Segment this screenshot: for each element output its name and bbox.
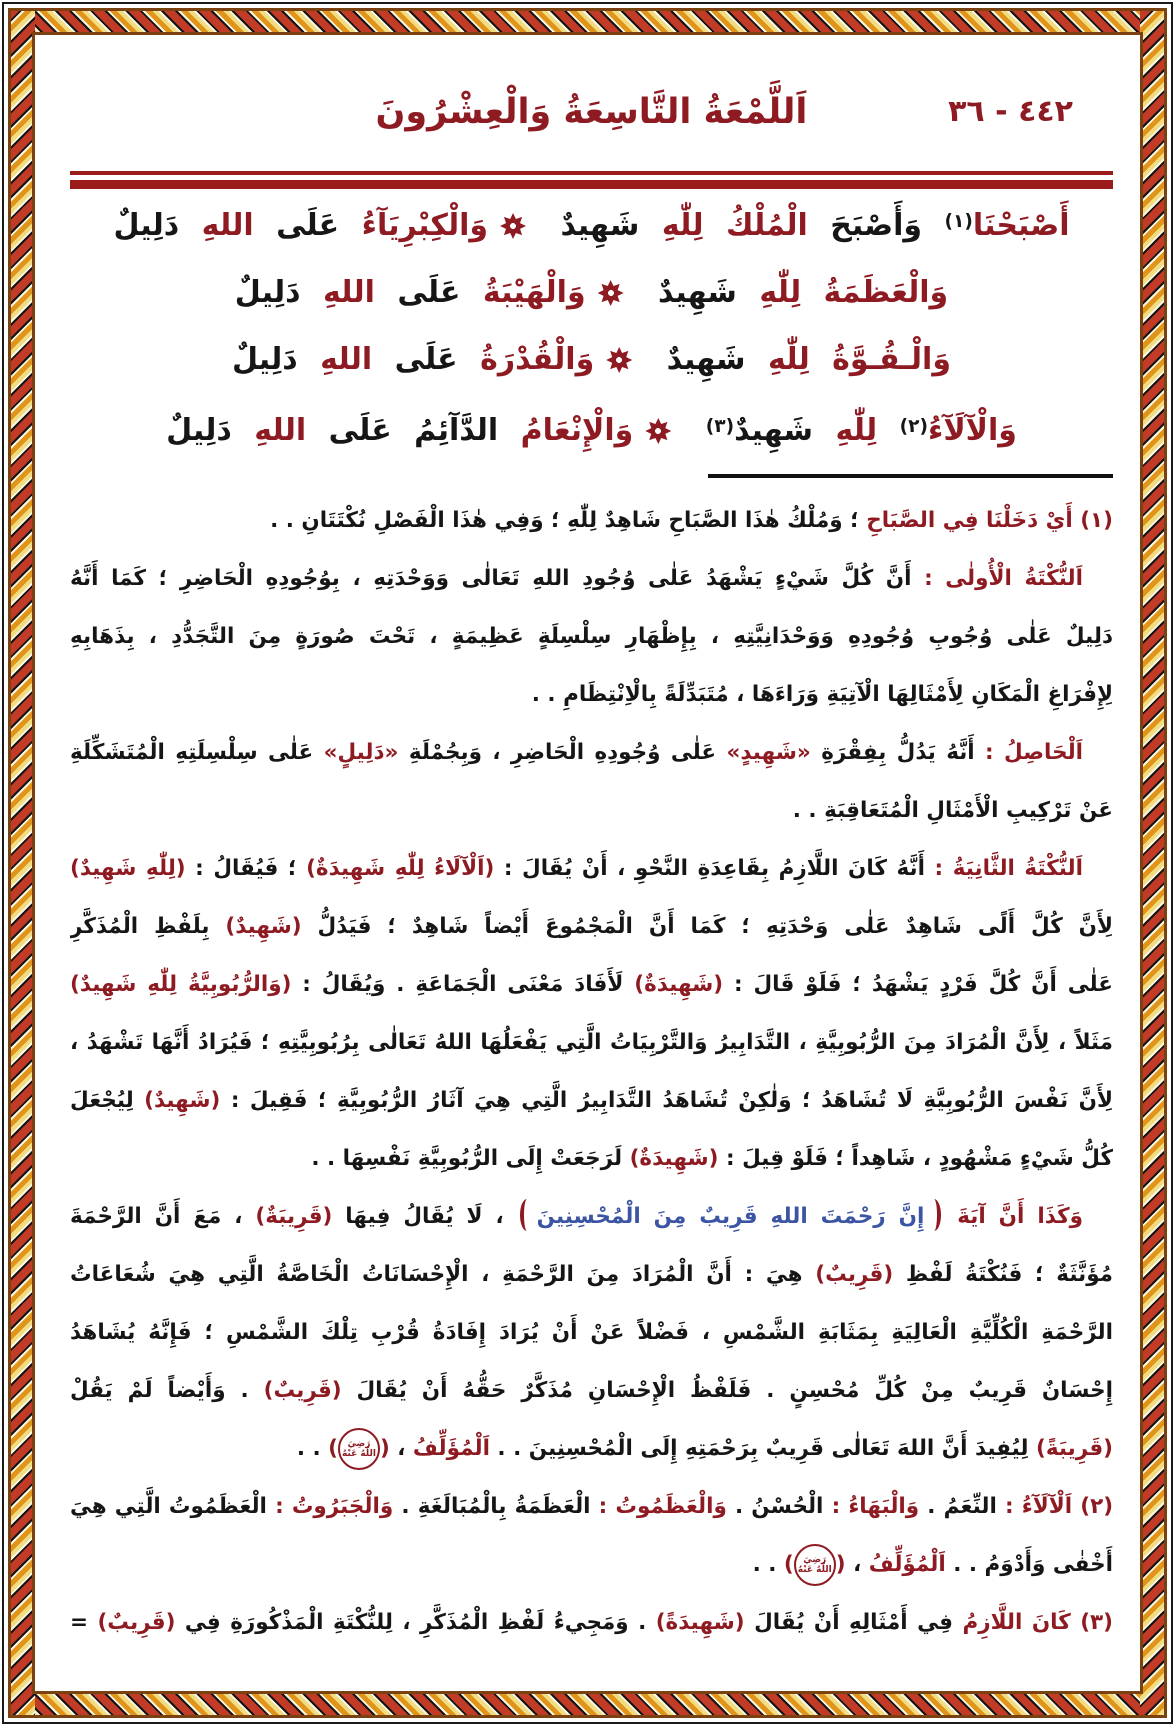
text-segment: ) (783, 1552, 794, 1577)
text-segment: ؛ فَيُقَالُ : (185, 856, 307, 881)
page-title: اَللَّمْعَةُ التَّاسِعَةُ وَالْعِشْرُونَ (375, 92, 808, 132)
text-segment: ، مَعَ أَنَّ الرَّحْمَةَ (70, 1204, 256, 1229)
footnote-line (70, 1420, 1113, 1478)
verse-block (70, 188, 1113, 464)
footnote-line (70, 1014, 1113, 1072)
text-segment: وَالْآلَآءُ (927, 413, 1017, 448)
text-segment: كُلُّ شَيْءٍ مَشْهُودٍ ، شَاهِداً ؛ فَلَوْ قِيلَ : (718, 1146, 1113, 1171)
text-segment (683, 413, 705, 448)
text-segment: أَنَّهُ يَدُلُّ بِفِقْرَةِ (810, 740, 975, 765)
text-segment: الْمُلْكُ لِلّٰهِ (661, 208, 808, 243)
text-segment: اَلْمُؤَلِّفُ (868, 1552, 946, 1577)
ornamental-chain-border-bottom (8, 1691, 1167, 1718)
footnote-marker: (٢) (899, 416, 928, 437)
quran-ornate-bracket-open (927, 1199, 941, 1231)
footnote-line (70, 1246, 1113, 1304)
text-segment: شَهِيدٌ (644, 342, 769, 377)
text-segment: دَلِيلٌ (166, 413, 255, 448)
rub-el-hizb-rosette-icon (598, 280, 624, 306)
footnote-line (70, 1130, 1113, 1188)
footnote-line (70, 1594, 1113, 1652)
text-segment: اللهِ (254, 413, 307, 448)
text-segment: (قَرِيبٌ) (815, 1262, 894, 1287)
footnote-line (70, 1478, 1113, 1536)
text-segment: عَنْ تَرْكِيبِ الْأَمْثَالِ الْمُتَعَاقِبَةِ . . (792, 798, 1113, 823)
text-segment: (قَرِيبَةً) (1036, 1436, 1113, 1461)
footnote-line (70, 492, 1113, 550)
text-segment: ، (845, 1552, 869, 1577)
text-segment: (١) أَيْ دَخَلْنَا فِي الصَّبَاحِ (866, 508, 1113, 533)
footnote-line (70, 956, 1113, 1014)
text-segment: . وَأَيْضاً لَمْ يَقُلْ (70, 1378, 264, 1403)
text-segment: (قَرِيبَةٌ) (255, 1204, 333, 1229)
text-segment: اَلنُّكْتَةُ الْأُولٰى : (911, 566, 1083, 591)
text-segment: (شَهِيدَةٌ) (629, 1146, 719, 1171)
text-segment: (وَالرُّبُوبِيَّةُ لِلّٰهِ شَهِيدٌ) (70, 972, 292, 997)
text-segment: أَخْفٰى وَأَدْوَمُ . . (945, 1552, 1113, 1577)
text-segment: الْعَظَمَةُ بِالْمُبَالَغَةِ . (393, 1494, 591, 1519)
text-segment: فِي أَمْثَالِهِ أَنْ يُقَالَ (744, 1610, 963, 1635)
text-segment: عَلَى (374, 275, 483, 310)
footnotes-block (70, 492, 1113, 1652)
page-header (70, 64, 1113, 160)
text-segment: هِيَ : أَنَّ الْمُرَادَ مِنَ الرَّحْمَةِ ، الْإِحْسَانَاتُ الْخَاصَّةُ الَّتِي هِيَ شُعَاعَاتُ (70, 1262, 816, 1287)
text-segment: إِحْسَانٌ قَرِيبٌ مِنْ كُلِّ مُحْسِنٍ . فَلَفْظُ الْإِحْسَانِ مُذَكَّرٌ حَقُّهُ أَنْ يُقَالَ (341, 1378, 1113, 1403)
text-segment: . . (752, 1552, 784, 1577)
text-segment: وَالْـقُـوَّةُ لِلّٰهِ (768, 342, 951, 377)
text-segment: (قَرِيبٌ) (97, 1610, 176, 1635)
text-segment: عَلَى (372, 342, 481, 377)
text-segment: ؛ وَمُلْكُ هٰذَا الصَّبَاحِ شَاهِدٌ لِلّٰهِ ؛ وَفِي هٰذَا الْفَصْلِ نُكْتَتَانِ . . (270, 508, 867, 533)
text-segment: . . (296, 1436, 329, 1461)
text-segment: ، لَا يُقَالُ فِيهَا (332, 1204, 517, 1229)
text-segment: وَالْإِنْعَامُ (520, 413, 634, 448)
text-segment: الْعَظَمُوتُ الَّتِي هِيَ (70, 1494, 267, 1519)
text-segment: دَلِيلٌ عَلٰى وُجُوبِ وُجُودِهِ وَوَحْدَانِيَّتِهِ ، بِإِظْهَارِ سِلْسِلَةٍ عَظِيمَةٍ ، تَحْتَ صُورَةٍ مِنَ التَّجَدُّدِ ، بِذَهَابِهِ (70, 624, 1113, 649)
footnote-separator (708, 474, 1113, 478)
text-segment: شَهِيدٌ (635, 275, 760, 310)
rule-thin (70, 171, 1113, 175)
text-segment: إِنَّ رَحْمَتَ اللهِ قَرِيبٌ مِنَ الْمُحْسِنِينَ (536, 1204, 925, 1229)
text-segment: ( (835, 1552, 846, 1577)
footnote-line (70, 550, 1113, 608)
text-segment: (لِلّٰهِ شَهِيدٌ) (70, 856, 186, 881)
text-segment: لِيُجْعَلَ (70, 1088, 145, 1113)
footnote-marker: (٣) (705, 416, 735, 437)
text-segment: دَلِيلٌ (234, 275, 323, 310)
header-double-rule (70, 171, 1113, 189)
footnote-line (70, 608, 1113, 666)
text-segment: لِلّٰهِ (835, 413, 878, 448)
quran-ornate-bracket-close (520, 1199, 534, 1231)
text-segment: عَلَى (253, 208, 362, 243)
page-number: ٤٤٢ - ٣٦ (948, 94, 1073, 129)
text-segment: الدَّآئِمُ عَلَى (306, 413, 521, 448)
text-segment: = (70, 1610, 98, 1635)
text-segment: (٣) كَانَ اللَّازِمُ (962, 1610, 1113, 1635)
text-segment: لِأَنَّ نَفْسَ الرُّبُوبِيَّةِ لَا تُشَاهَدُ ؛ وَلٰكِنْ تُشَاهَدُ التَّدَابِيرُ الَّتِي هِيَ آثَارُ الرُّبُوبِيَّةِ ؛ فَقِيلَ : (220, 1088, 1113, 1113)
footnote-line (70, 1188, 1113, 1246)
text-segment: أَصْبَحْنَا (972, 208, 1070, 243)
text-segment: دَلِيلٌ (232, 342, 321, 377)
footnote-line (70, 1362, 1113, 1420)
rub-el-hizb-rosette-icon (500, 213, 526, 239)
footnote-line (70, 1304, 1113, 1362)
rub-el-hizb-rosette-icon (606, 347, 632, 373)
text-segment: وَكَذَا أَنَّ آيَةَ (944, 1204, 1083, 1229)
text-segment: أَنَّ كُلَّ شَيْءٍ يَشْهَدُ عَلٰى وُجُودِ اللهِ تَعَالٰى وَوَحْدَتِهِ ، بِوُجُودِهِ الْحَاضِرِ ؛ كَمَا أَنَّهُ (70, 566, 912, 591)
text-segment: لَأَفَادَ مَعْنَى الْجَمَاعَةِ . وَيُقَالُ : (291, 972, 635, 997)
ornamental-chain-border-left (8, 8, 35, 1718)
text-segment: . وَمَجِيءُ لَفْظِ الْمُذَكَّرِ ، لِلنُّكْتَةِ الْمَذْكُورَةِ فِي (175, 1610, 656, 1635)
text-segment: (شَهِيدَةً) (655, 1610, 745, 1635)
text-segment: وَأَصْبَحَ (807, 208, 945, 243)
text-segment: (٢) اَلْآلَآءُ : (996, 1494, 1113, 1519)
text-segment: اَلْمُؤَلِّفُ (412, 1436, 490, 1461)
text-segment: الْحُسْنُ . (726, 1494, 824, 1519)
text-segment: لِأَنَّ كُلَّ أَلًى شَاهِدٌ عَلٰى وَحْدَتِهِ ؛ كَمَا أَنَّ الْمَجْمُوعَ أَيْضاً شَاهِدٌ ؛ فَيَدُلُّ (301, 914, 1113, 939)
text-segment: اللهِ (201, 208, 254, 243)
text-segment: عَلٰى سِلْسِلَتِهِ الْمُتَشَكِّلَةِ (70, 740, 324, 765)
text-segment: النِّعَمُ . (919, 1494, 997, 1519)
text-segment: بِلَفْظِ الْمُذَكَّرِ (70, 914, 226, 939)
text-segment: وَالْهَيْبَةُ (482, 275, 586, 310)
text-segment: عَلٰى وُجُودِهِ الْحَاضِرِ ، وَبِجُمْلَةِ (398, 740, 727, 765)
author-seal-stamp: رَضِيَ اللّٰهُ عَنْهُ (794, 1544, 836, 1586)
text-segment: ( (379, 1436, 390, 1461)
verse-line (70, 188, 1113, 259)
text-segment: اَلْحَاصِلُ : (974, 740, 1084, 765)
text-segment: ) (328, 1436, 338, 1461)
verse-line (70, 259, 1113, 326)
ornamental-chain-border-right (1140, 8, 1167, 1718)
text-segment: «شَهِيدٍ» (726, 740, 811, 765)
text-segment: الرَّحْمَةِ الْكُلِّيَّةِ الْعَالِيَةِ بِمَثَابَةِ الشَّمْسِ ، فَضْلاً عَنْ أَنْ يُرَادَ إِفَادَةُ قُرْبِ تِلْكَ الشَّمْسِ ؛ فَإِنَّهُ يُشَاهَدُ (70, 1320, 1113, 1345)
text-segment: (اَلْآلَاءُ لِلّٰهِ شَهِيدَةٌ) (306, 856, 495, 881)
footnote-marker: (١) (944, 211, 973, 232)
footnote-line (70, 724, 1113, 782)
text-segment: اللهِ (322, 275, 375, 310)
text-segment: وَالْعَظَمُوتُ : (590, 1494, 727, 1519)
rub-el-hizb-rosette-icon (645, 418, 671, 444)
text-segment: دَلِيلٌ (113, 208, 202, 243)
text-segment: (قَرِيبٌ) (263, 1378, 342, 1403)
text-segment: مَثَلاً ، لِأَنَّ الْمُرَادَ مِنَ الرُّبُوبِيَّةِ ، التَّدَابِيرُ وَالتَّرْبِيَاتُ الَّتِي يَفْعَلُهَا اللهُ تَعَالٰى بِرُبُوبِيَّتِهِ ؛ فَيُرَادُ أَنَّهَا تَشْهَدُ ، (70, 1030, 1113, 1055)
footnote-line (70, 1536, 1113, 1594)
text-segment: شَهِيدٌ (538, 208, 662, 243)
text-segment: وَالْجَبَرُوتُ : (266, 1494, 394, 1519)
text-segment: شَهِيدٌ (734, 413, 836, 448)
text-segment: وَالْبَهَاءُ : (823, 1494, 920, 1519)
text-segment: ، (389, 1436, 413, 1461)
text-segment: اللهِ (320, 342, 373, 377)
text-segment: لِإِفْرَاغِ الْمَكَانِ لِأَمْثَالِهَا الْآتِيَةِ وَرَاءَهَا ، مُتَبَدِّلَةً بِالْاِنْتِظَامِ . . (531, 682, 1113, 707)
author-seal-stamp: رَضِيَ اللّٰهُ عَنْهُ (338, 1428, 380, 1470)
footnote-line (70, 898, 1113, 956)
text-segment: (شَهِيدٌ) (225, 914, 302, 939)
footnote-line (70, 840, 1113, 898)
footnote-line (70, 1072, 1113, 1130)
text-segment: لَرَجَعَتْ إِلَى الرُّبُوبِيَّةِ نَفْسِهَا . . (311, 1146, 630, 1171)
text-segment: لِيُفِيدَ أَنَّ اللهَ تَعَالٰى قَرِيبٌ بِرَحْمَتِهِ إِلَى الْمُحْسِنِينَ . . (489, 1436, 1036, 1461)
text-segment: مُؤَنَّثَةٌ ؛ فَنُكْتَةُ لَفْظِ (893, 1262, 1113, 1287)
verse-line (70, 393, 1113, 464)
footnote-line (70, 666, 1113, 724)
text-segment: (شَهِيدَةٌ) (634, 972, 724, 997)
text-segment: وَالْكِبْرِيَآءُ (361, 208, 489, 243)
verse-line (70, 326, 1113, 393)
text-segment: (شَهِيدٌ) (144, 1088, 221, 1113)
text-segment (877, 413, 899, 448)
text-segment: وَالْقُدْرَةُ (480, 342, 595, 377)
text-segment: وَالْعَظَمَةُ لِلّٰهِ (759, 275, 949, 310)
footnote-line (70, 782, 1113, 840)
text-segment: أَنَّهُ كَانَ اللَّازِمُ بِقَاعِدَةِ النَّحْوِ ، أَنْ يُقَالَ : (494, 856, 925, 881)
text-segment: اَلنُّكْتَةُ الثَّانِيَةُ : (925, 856, 1083, 881)
text-segment: «دَلِيلٍ» (323, 740, 399, 765)
text-segment: عَلٰى أَنَّ كُلَّ فَرْدٍ يَشْهَدُ ؛ فَلَوْ قَالَ : (723, 972, 1113, 997)
ornamental-chain-border-top (8, 8, 1167, 35)
